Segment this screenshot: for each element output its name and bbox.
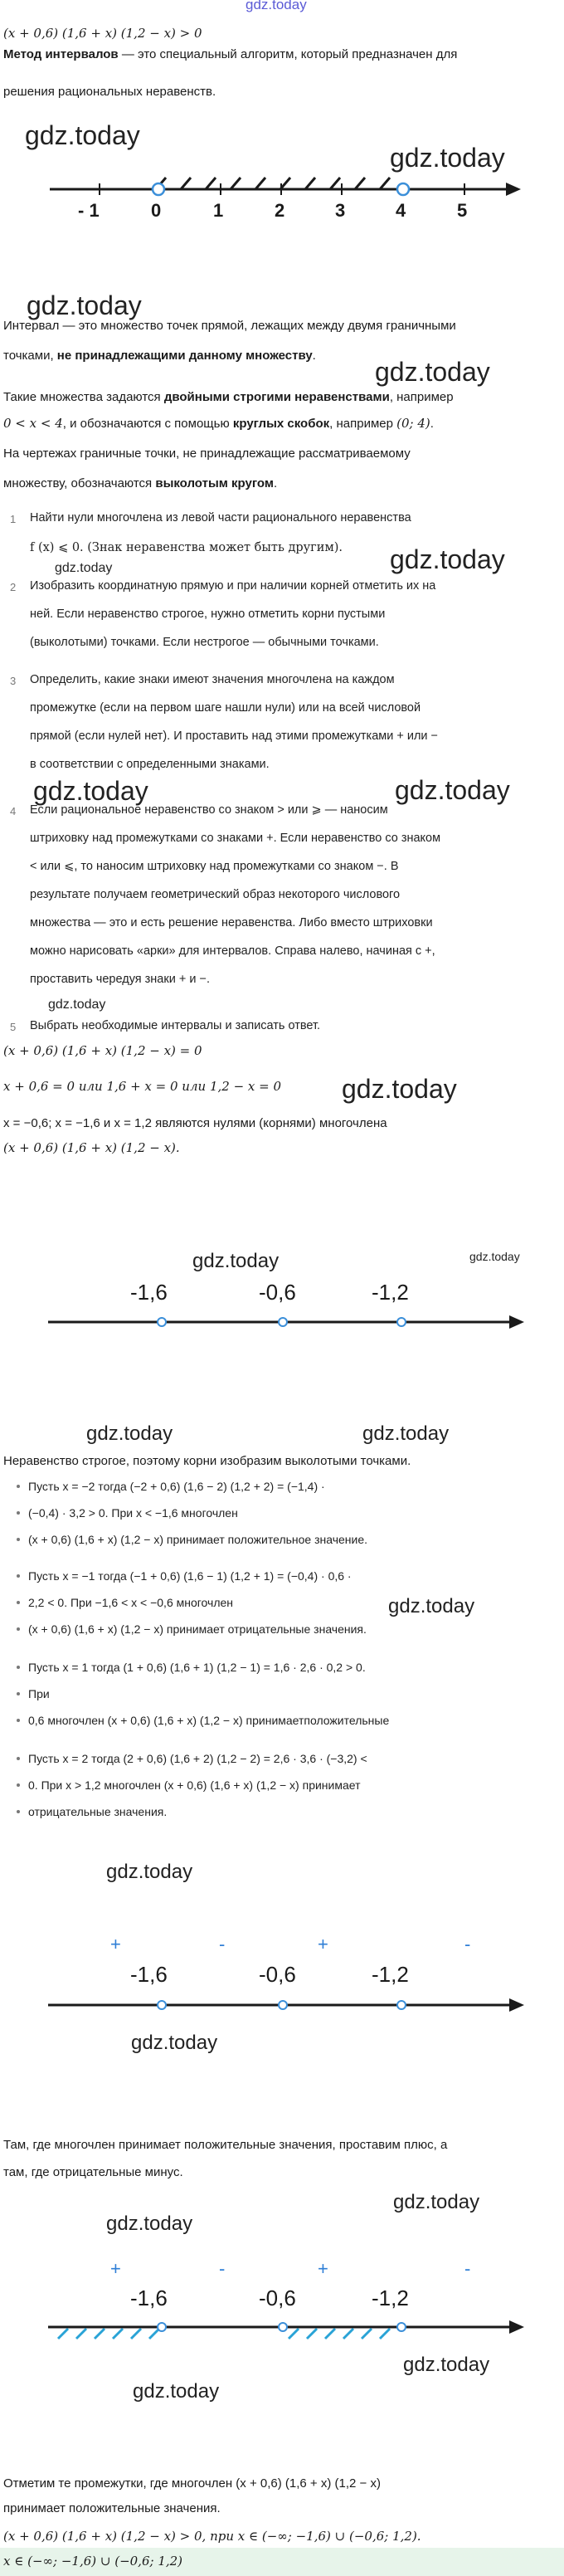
step-number: 1 [10, 513, 17, 525]
open-point [397, 1318, 406, 1326]
watermark: gdz.today [192, 1250, 280, 1272]
watermark-top: gdz.today [246, 0, 307, 12]
hatch-left [95, 2329, 105, 2339]
hatch-left [131, 2329, 141, 2339]
bullet-line-cont: (x + 0,6) (1,6 + x) (1,2 − x) принимает отрицательные значения. [28, 1618, 367, 1641]
step-line: Изобразить координатную прямую и при наличии корней отметить их на [30, 579, 436, 593]
sign-plus: + [110, 1934, 121, 1954]
bullet-line-cont: отрицательные значения. [28, 1801, 167, 1823]
watermark: gdz.today [403, 2354, 490, 2376]
step-line: проставить чередуя знаки + и −. [30, 973, 210, 986]
open-point [397, 2323, 406, 2331]
sign-plus: + [318, 1934, 328, 1954]
solution-roots: x + 0,6 = 0 или 1,6 + x = 0 или 1,2 − x = 0 [3, 1079, 282, 1094]
step-number: 5 [10, 1021, 17, 1033]
watermark: gdz.today [393, 2191, 480, 2213]
bullet-line-cont: 0,6 многочлен (x + 0,6) (1,6 + x) (1,2 − x) принимаетположительные [28, 1710, 389, 1732]
step-number: 2 [10, 581, 17, 593]
bullet-line-cont: (x + 0,6) (1,6 + x) (1,2 − x) принимает положительное значение. [28, 1529, 367, 1551]
watermark: gdz.today [106, 1861, 193, 1883]
bullet-line: Пусть x = −1 тогда (−1 + 0,6) (1,6 − 1) (1,2 + 1) = (−0,4) · 0,6 · [28, 1565, 352, 1588]
interval-text-6 [3, 471, 277, 495]
tick-label: 2 [275, 200, 285, 221]
hatch-10 [380, 178, 390, 189]
watermark: gdz.today [388, 1595, 475, 1617]
hatch-mid [362, 2329, 372, 2339]
hatch-8 [330, 178, 340, 189]
watermark: gdz.today [27, 290, 142, 320]
watermark: gdz.today [133, 2380, 220, 2403]
hatch-left [149, 2329, 159, 2339]
step-line: Выбрать необходимые интервалы и записать ответ. [30, 1019, 321, 1032]
tick-label: -1,6 [130, 1280, 168, 1305]
hatch-2 [181, 178, 191, 189]
step-line: (выколотыми) точками. Если нестрогое — обычными точками. [30, 636, 379, 649]
open-point [158, 2001, 166, 2009]
sign-plus: + [110, 2258, 121, 2279]
number-line-3 [0, 1990, 564, 2023]
hatch-mid [325, 2329, 335, 2339]
step-line: ней. Если неравенство строгое, нужно отметить корни пустыми [30, 607, 386, 621]
watermark: gdz.today [25, 120, 140, 150]
place-text-2: там, где отрицательные минус. [3, 2165, 183, 2179]
text-bold: не принадлежащими данному множеству [56, 349, 313, 363]
text-bold: выколотым кругом [155, 476, 274, 490]
tick-label: -1,6 [130, 2286, 168, 2310]
open-point-0 [153, 183, 164, 195]
intro-definition-2: решения рациональных неравенств. [3, 85, 216, 99]
hatch-mid [343, 2329, 353, 2339]
watermark: gdz.today [390, 143, 505, 173]
hatch-4 [231, 178, 241, 189]
step-number: 4 [10, 805, 17, 817]
bullet-line: Пусть x = 1 тогда (1 + 0,6) (1,6 + 1) (1,2 − 1) = 1,6 · 2,6 · 0,2 > 0. [28, 1656, 366, 1679]
text: . [273, 476, 278, 490]
step-line: в соответствии с определенными знаками. [30, 758, 270, 771]
hatch-left [76, 2329, 86, 2339]
text: Такие множества задаются [3, 390, 164, 404]
tick-label: 5 [457, 200, 468, 221]
text: . [430, 417, 434, 431]
watermark: gdz.today [342, 1074, 457, 1104]
place-text-1: Там, где многочлен принимает положительные значения, проставим плюс, а [3, 2138, 448, 2152]
bullet-line-cont: 2,2 < 0. При −1,6 < x < −0,6 многочлен [28, 1592, 233, 1614]
math: 0 < x < 4 [3, 416, 63, 431]
tick-label: -1,2 [372, 1962, 409, 1987]
watermark: gdz.today [86, 1422, 173, 1445]
math: (0; 4) [396, 416, 430, 431]
watermark: gdz.today [395, 775, 510, 805]
text: . [312, 349, 316, 363]
sign-plus: + [318, 2258, 328, 2279]
final-text-2: принимает положительные значения. [3, 2501, 221, 2515]
intro-definition [3, 42, 457, 66]
step-line: Найти нули многочлена из левой части рационального неравенства [30, 511, 411, 524]
bullet-line: Пусть x = −2 тогда (−2 + 0,6) (1,6 − 2) (1,2 + 2) = (−1,4) · [28, 1476, 325, 1498]
hatch-9 [355, 178, 365, 189]
strict-text: Неравенство строгое, поэтому корни изобразим выколотыми точками. [3, 1454, 411, 1468]
intro-inequality: (x + 0,6) (1,6 + x) (1,2 − x) > 0 [3, 26, 202, 41]
step-line: Если рациональное неравенство со знаком > или ⩾ — наносим [30, 803, 388, 817]
open-point [158, 2323, 166, 2331]
hatch-7 [305, 178, 315, 189]
watermark: gdz.today [362, 1422, 450, 1445]
step-line: промежутке (если на первом шаге нашли нули) или на всей числовой [30, 701, 421, 715]
step-line: Определить, какие знаки имеют значения многочлена на каждом [30, 673, 395, 686]
step-line: прямой (если нулей нет). И проставить над этими промежутками + или − [30, 729, 439, 743]
step-line: можно нарисовать «арки» для интервалов. Справа налево, начиная с +, [30, 944, 435, 958]
watermark: gdz.today [48, 998, 106, 1012]
text: , например [329, 417, 397, 431]
interval-text-4 [3, 412, 434, 436]
solution-eq: (x + 0,6) (1,6 + x) (1,2 − x) = 0 [3, 1043, 202, 1058]
watermark: gdz.today [33, 776, 148, 806]
text-bold: круглых скобок [232, 417, 330, 431]
step-line: штриховку над промежутками со знаками +. Если неравенство со знаком [30, 832, 441, 845]
watermark: gdz.today [131, 2032, 218, 2054]
tick-label: -1,6 [130, 1962, 168, 1987]
tick-label: -0,6 [259, 1962, 296, 1987]
tick-label: 0 [151, 200, 162, 221]
watermark: gdz.today [375, 357, 490, 387]
open-point [279, 2323, 287, 2331]
hatch-mid [307, 2329, 317, 2339]
step-line: < или ⩽, то наносим штриховку над промежутками со знаком −. В [30, 860, 399, 873]
def-bold: Метод интервалов [3, 47, 119, 61]
sign-minus: - [219, 1934, 226, 1954]
tick-label: 3 [335, 200, 346, 221]
step-number: 3 [10, 675, 17, 687]
interval-text-2 [3, 344, 316, 368]
hatch-left [113, 2329, 123, 2339]
open-point [158, 1318, 166, 1326]
bullet-line: Пусть x = 2 тогда (2 + 0,6) (1,6 + 2) (1,2 − 2) = 2,6 · 3,6 · (−3,2) < [28, 1748, 367, 1770]
text-bold: двойными строгими неравенствами [163, 390, 390, 404]
watermark: gdz.today [390, 544, 505, 574]
number-line-1 [0, 166, 564, 232]
open-point [279, 2001, 287, 2009]
tick-label: 4 [396, 200, 406, 221]
tick-label: 1 [213, 200, 224, 221]
answer: x ∈ (−∞; −1,6) ∪ (−0,6; 1,2) [3, 2554, 183, 2569]
hatch-mid [289, 2329, 299, 2339]
def-rest: — это специальный алгоритм, который предназначен для [118, 47, 458, 61]
step-line: множества — это и есть решение неравенства. Либо вместо штриховки [30, 916, 433, 929]
interval-text-5: На чертежах граничные точки, не принадлежащие рассматриваемому [3, 446, 411, 461]
text: , например [389, 390, 454, 404]
tick-label: -1,2 [372, 1280, 409, 1305]
bullet-line-cont: При [28, 1683, 50, 1705]
tick-label: -1,2 [372, 2286, 409, 2310]
watermark: gdz.today [106, 2213, 193, 2235]
solution-text-1: x = −0,6; x = −1,6 и x = 1,2 являются нулями (корнями) многочлена [3, 1116, 387, 1130]
open-point-4 [397, 183, 409, 195]
final-text-3: (x + 0,6) (1,6 + x) (1,2 − x) > 0, при x ∈ (−∞; −1,6) ∪ (−0,6; 1,2). [3, 2529, 421, 2544]
sign-minus: - [464, 1934, 471, 1954]
interval-text-1: Интервал — это множество точек прямой, лежащих между двумя граничными [3, 319, 456, 333]
bullet-line-cont: 0. При x > 1,2 многочлен (x + 0,6) (1,6 + x) (1,2 − x) принимает [28, 1774, 361, 1797]
hatch-5 [255, 178, 265, 189]
tick-label: -0,6 [259, 2286, 296, 2310]
step-line: f (x) ⩽ 0. (Знак неравенства может быть другим). [30, 541, 343, 554]
watermark: gdz.today [469, 1250, 520, 1263]
open-point [397, 2001, 406, 2009]
step-line: результате получаем геометрический образ некоторого числового [30, 888, 401, 901]
watermark: gdz.today [55, 561, 113, 575]
interval-text-3 [3, 385, 454, 409]
sign-minus: - [464, 2258, 471, 2279]
final-text-1: Отметим те промежутки, где многочлен (x + 0,6) (1,6 + x) (1,2 − x) [3, 2476, 381, 2491]
text: точками, [3, 349, 57, 363]
text: множеству, обозначаются [3, 476, 156, 490]
tick-label: - 1 [78, 200, 100, 221]
hatch-mid [380, 2329, 390, 2339]
text: , и обозначаются с помощью [62, 417, 233, 431]
solution-text-2: (x + 0,6) (1,6 + x) (1,2 − x). [3, 1140, 180, 1155]
hatch-3 [206, 178, 216, 189]
answer-box [0, 2548, 564, 2576]
number-line-2 [0, 1307, 564, 1340]
sign-minus: - [219, 2258, 226, 2279]
hatch-left [58, 2329, 68, 2339]
tick-label: -0,6 [259, 1280, 296, 1305]
open-point [279, 1318, 287, 1326]
bullet-line-cont: (−0,4) · 3,2 > 0. При x < −1,6 многочлен [28, 1502, 238, 1525]
number-line-4 [0, 2312, 564, 2345]
